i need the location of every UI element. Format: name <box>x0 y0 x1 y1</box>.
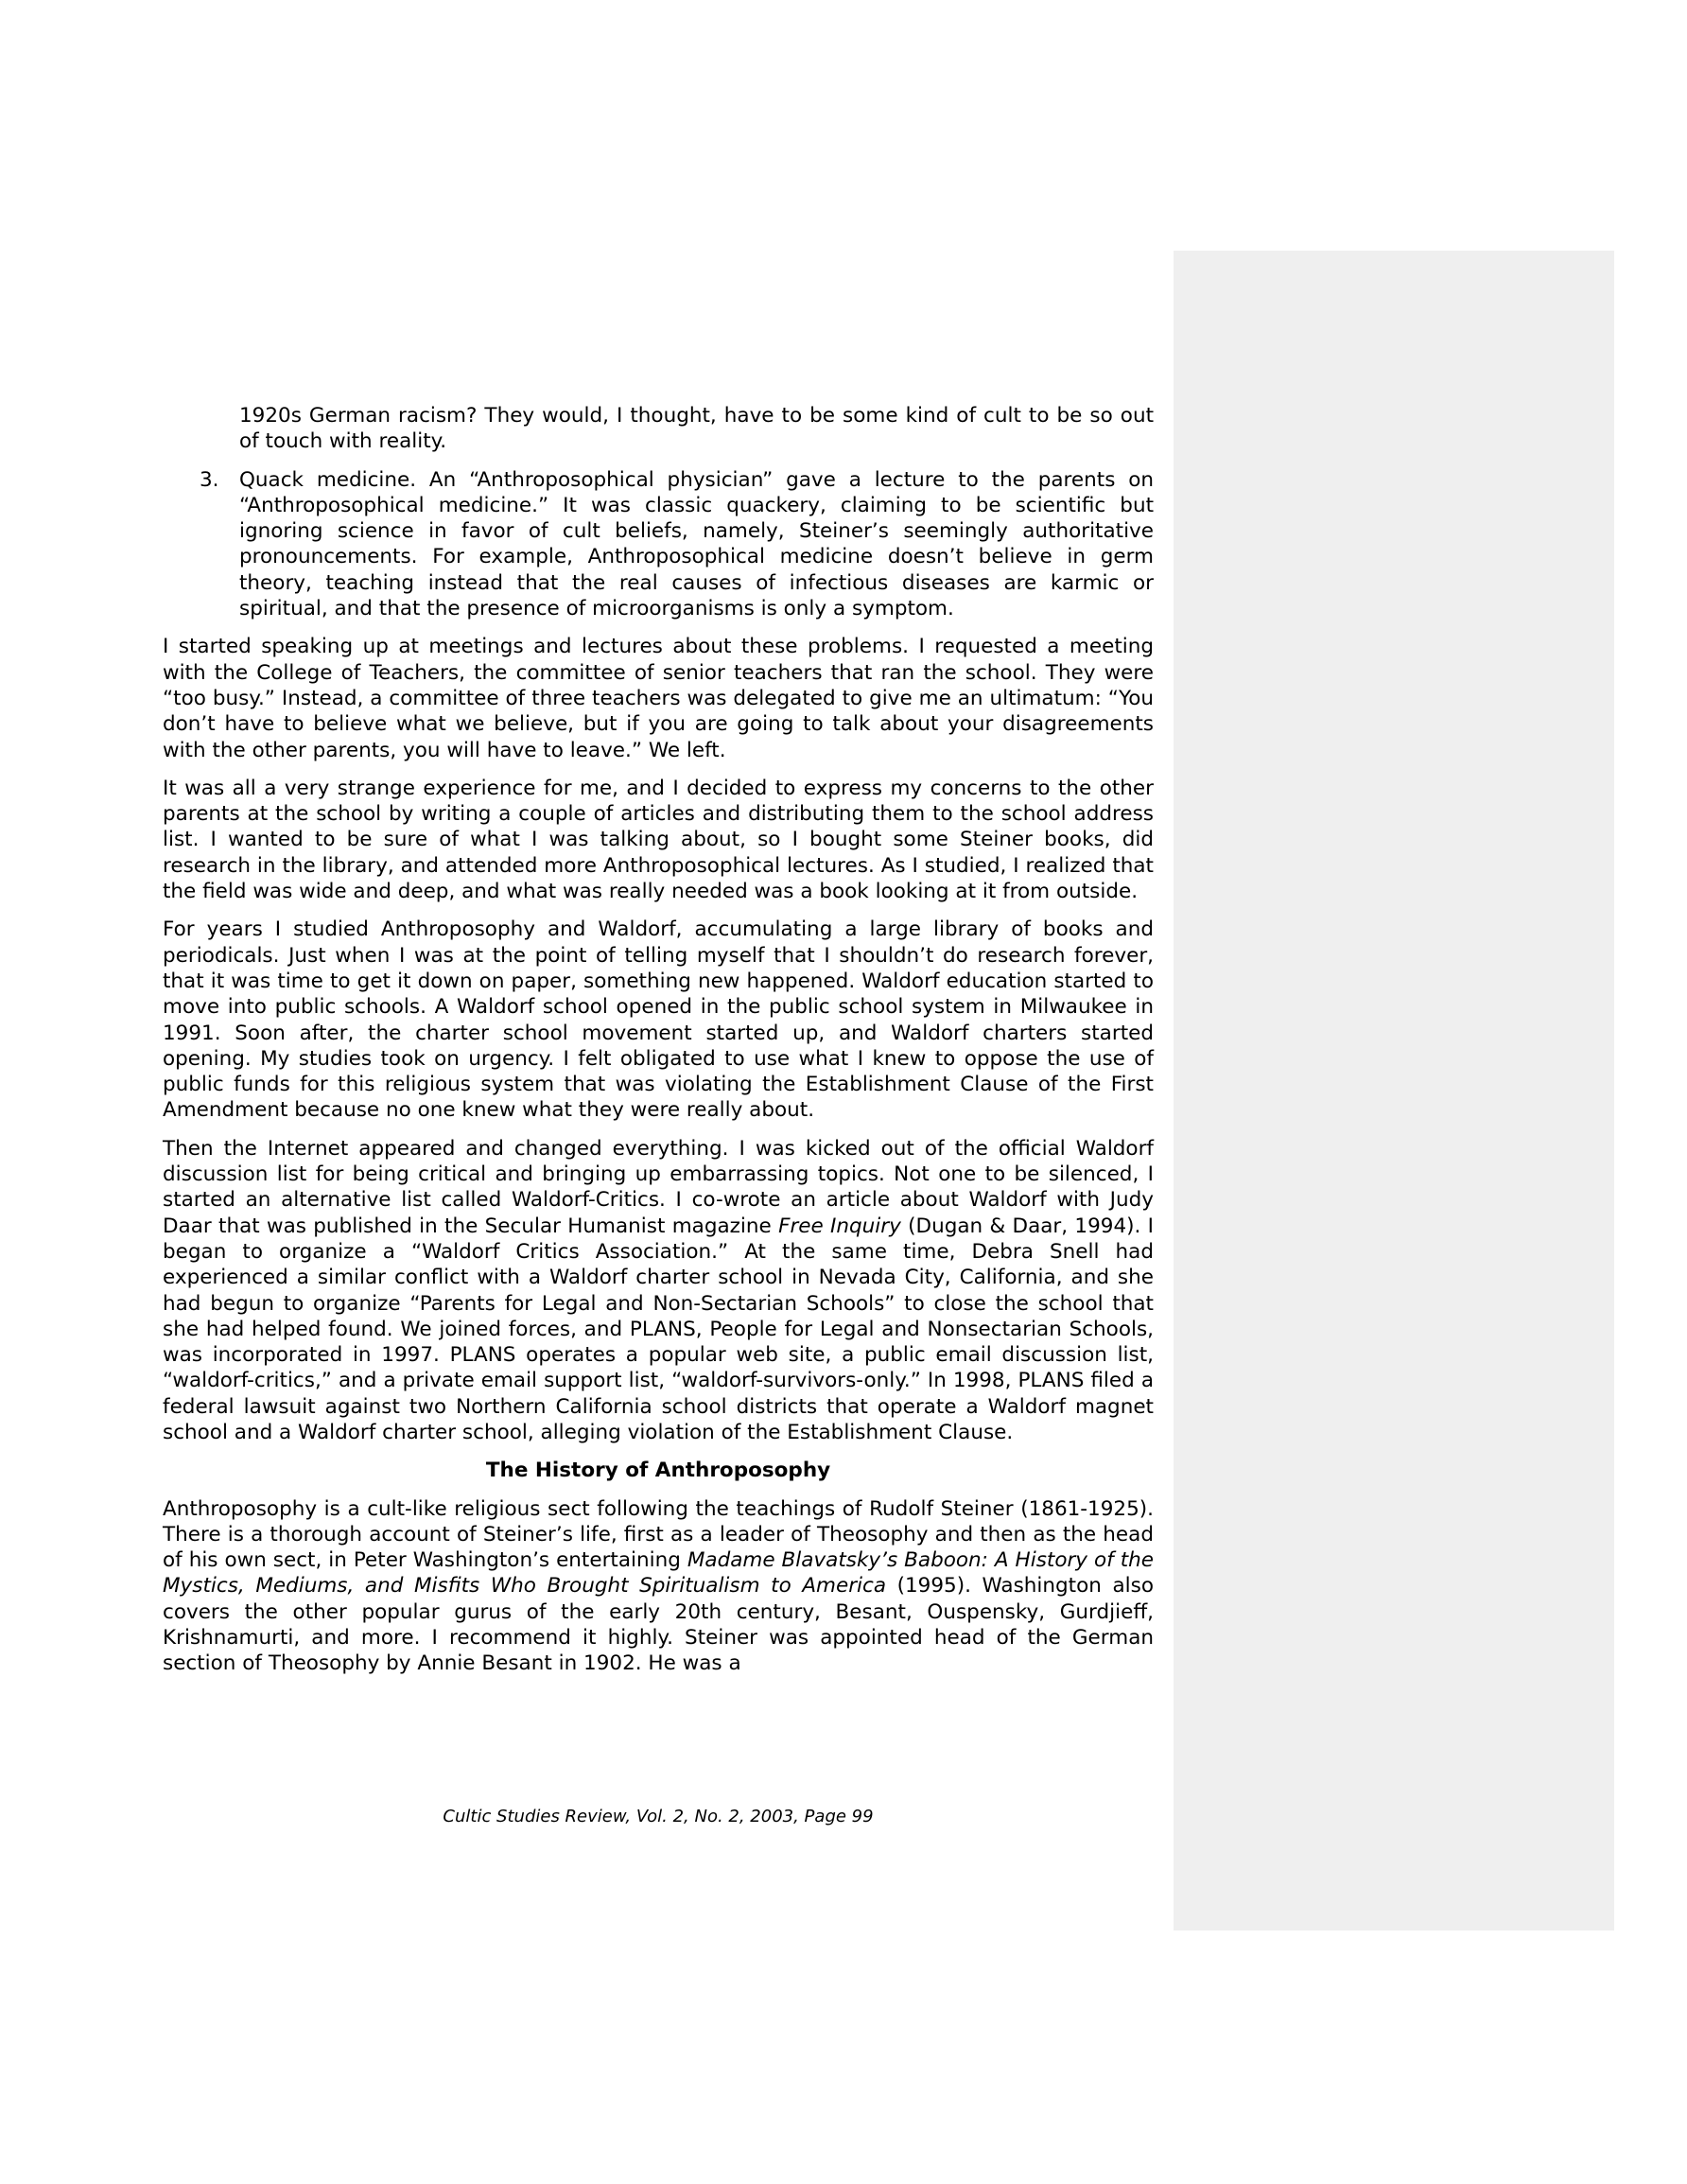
section-heading: The History of Anthroposophy <box>485 1459 831 1483</box>
paragraph-history-part2: (1995). Washington also covers the other popular gurus of the early 20th century, Besant, Ouspensky, Gurdjieff, Krishnamurti, and more. I recommend it highly. Steiner was appointed head of the German section of Theosophy by Annie Besant in 1902. He was a <box>163 1574 1154 1676</box>
list-item-3 <box>163 467 1154 622</box>
paragraph-internet-part1: Then the Internet appeared and changed everything. I was kicked out of the official Waldorf discussion list for being critical and bringing up embarrassing topics. Not one to be silenced, I started an alternative list called Waldorf-Critics. I co-wrote an article about Waldorf with Judy Daar that was published in the Secular Humanist magazine <box>163 1136 1154 1238</box>
paragraph-internet <box>163 1136 1154 1446</box>
magazine-title: Free Inquiry <box>778 1214 901 1238</box>
list-continuation-text: 1920s German racism? They would, I thought, have to be some kind of cult to be so out of touch with reality. <box>239 404 1154 454</box>
document-body <box>163 403 1154 1689</box>
paragraph-studies: For years I studied Anthroposophy and Waldorf, accumulating a large library of books and periodicals. Just when I was at the point of telling myself that I shouldn’t do research forever, that it was time to get it down on paper, something new happened. Waldorf education started to move into public schools. A Waldorf school opened in the public school system in Milwaukee in 1991. Soon after, the charter school movement started up, and Waldorf charters started opening. My studies took on urgency. I felt obligated to use what I knew to oppose the use of public funds for this religious system that was violating the Establishment Clause of the First Amendment because no one knew what they were really about. <box>163 917 1154 1123</box>
paragraph-meetings: I started speaking up at meetings and lectures about these problems. I requested a meeting with the College of Teachers, the committee of senior teachers that ran the school. They were “too busy.” Instead, a committee of three teachers was delegated to give me an ultimatum: “You don’t have to believe what we believe, but if you are going to talk about your disagreements with the other parents, you will have to leave.” We left. <box>163 635 1154 762</box>
paragraph-internet-part2: (Dugan & Daar, 1994). I began to organize a “Waldorf Critics Association.” At the same time, Debra Snell had experienced a similar conflict with a Waldorf charter school in Nevada City, California, and she had begun to organize “Parents for Legal and Non-Sectarian Schools” to close the school that she had helped found. We joined forces, and PLANS, People for Legal and Nonsectarian Schools, was incorporated in 1997. PLANS operates a popular web site, a public email discussion list, “waldorf-critics,” and a private email support list, “waldorf-survivors-only.” In 1998, PLANS filed a federal lawsuit against two Northern California school districts that operate a Waldorf magnet school and a Waldorf charter school, alleging violation of the Establishment Clause. <box>163 1214 1154 1444</box>
page-footer: Cultic Studies Review, Vol. 2, No. 2, 2003, Page 99 <box>443 1807 874 1826</box>
paragraph-history-part1: Anthroposophy is a cult-like religious sect following the teachings of Rudolf Steiner (1861-1925). There is a thorough account of Steiner’s life, first as a leader of Theosophy and then as the head of his own sect, in Peter Washington’s entertaining <box>163 1496 1154 1573</box>
list-item-text: Quack medicine. An “Anthroposophical physician” gave a lecture to the parents on “Anthroposophical medicine.” It was classic quackery, claiming to be scientific but ignoring science in favor of cult beliefs, namely, Steiner’s seemingly authoritative pronouncements. For example, Anthroposophical medicine doesn’t believe in germ theory, teaching instead that the real causes of infectious diseases are karmic or spiritual, and that the presence of microorganisms is only a symptom. <box>239 467 1154 621</box>
paragraph-strange-experience: It was all a very strange experience for me, and I decided to express my concerns to the other parents at the school by writing a couple of articles and distributing them to the school address list. I wanted to be sure of what I was talking about, so I bought some Steiner books, did research in the library, and attended more Anthroposophical lectures. As I studied, I realized that the field was wide and deep, and what was really needed was a book looking at it from outside. <box>163 776 1154 904</box>
book-title: Madame Blavatsky’s Baboon: A History of the Mystics, Mediums, and Misfits Who Brought Spiritualism to America <box>163 1548 1154 1599</box>
list-item-number: 3. <box>200 467 219 492</box>
comment-margin-pane <box>1174 251 1614 1931</box>
paragraph-history <box>163 1496 1154 1677</box>
